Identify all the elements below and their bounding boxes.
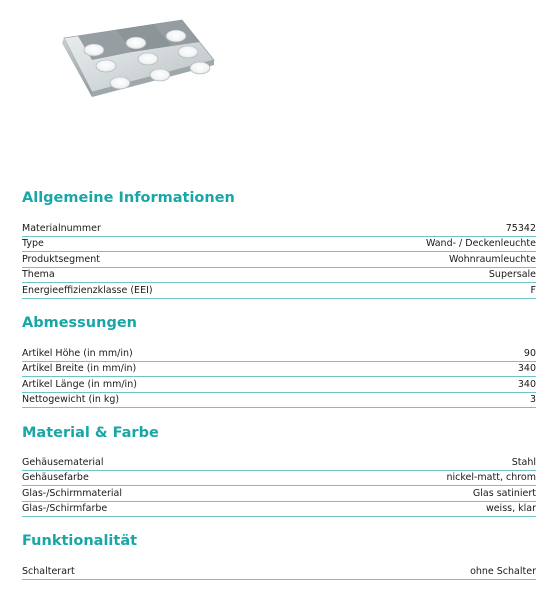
spec-value: ohne Schalter bbox=[470, 565, 536, 577]
spec-row-gehaeusefarbe bbox=[22, 471, 536, 487]
spec-row-breite bbox=[22, 362, 536, 378]
spec-label: Gehäusematerial bbox=[22, 456, 104, 468]
spec-row-glasfarbe bbox=[22, 502, 536, 518]
spec-value: Supersale bbox=[488, 269, 536, 280]
spec-value: 90 bbox=[523, 347, 536, 359]
spec-label: Thema bbox=[22, 269, 55, 280]
spec-label: Glas-/Schirmmaterial bbox=[22, 487, 122, 499]
spec-value: 340 bbox=[517, 378, 536, 390]
spec-value: 3 bbox=[529, 394, 536, 405]
spec-label: Artikel Länge (in mm/in) bbox=[22, 378, 137, 390]
section-title: Abmessungen bbox=[22, 315, 137, 331]
product-image bbox=[36, 8, 218, 118]
spec-row-nettogewicht bbox=[22, 393, 536, 409]
spec-label: Materialnummer bbox=[22, 222, 101, 234]
spec-label: Energieeffizienzklasse (EEI) bbox=[22, 284, 153, 296]
section-general-info bbox=[22, 188, 536, 296]
spec-label: Nettogewicht (in kg) bbox=[22, 394, 120, 405]
spec-row-glasmaterial bbox=[22, 486, 536, 502]
spec-table bbox=[22, 564, 536, 580]
spec-value: F bbox=[530, 284, 536, 296]
spec-value: 340 bbox=[517, 363, 536, 374]
section-title: Allgemeine Informationen bbox=[22, 190, 235, 206]
spec-label: Glas-/Schirmfarbe bbox=[22, 503, 108, 514]
section-title: Material & Farbe bbox=[22, 425, 159, 441]
spec-table bbox=[22, 346, 536, 408]
section-dimensions bbox=[22, 313, 536, 405]
spec-label: Artikel Breite (in mm/in) bbox=[22, 363, 137, 374]
spec-row-thema bbox=[22, 268, 536, 284]
section-functionality bbox=[22, 531, 536, 577]
spec-value: 75342 bbox=[505, 222, 536, 234]
spec-row-schalterart bbox=[22, 564, 536, 580]
spec-value: weiss, klar bbox=[485, 503, 536, 514]
spec-value: Wand- / Deckenleuchte bbox=[425, 238, 536, 249]
spec-label: Schalterart bbox=[22, 565, 75, 577]
spec-value: nickel-matt, chrom bbox=[446, 472, 536, 483]
spec-table bbox=[22, 455, 536, 517]
spec-label: Type bbox=[22, 238, 44, 249]
spec-value: Stahl bbox=[511, 456, 536, 468]
spec-row-materialnummer bbox=[22, 221, 536, 237]
spec-label: Gehäusefarbe bbox=[22, 472, 89, 483]
spec-row-gehaeusematerial bbox=[22, 455, 536, 471]
spec-row-hoehe bbox=[22, 346, 536, 362]
section-material-color bbox=[22, 423, 536, 514]
spec-value: Wohnraumleuchte bbox=[448, 253, 536, 265]
spec-row-laenge bbox=[22, 377, 536, 393]
spec-label: Artikel Höhe (in mm/in) bbox=[22, 347, 133, 359]
spec-table bbox=[22, 221, 536, 299]
spec-label: Produktsegment bbox=[22, 253, 101, 265]
spec-value: Glas satiniert bbox=[472, 487, 536, 499]
section-title: Funktionalität bbox=[22, 533, 138, 549]
spec-row-energieeffizienzklasse bbox=[22, 283, 536, 299]
spec-row-produktsegment bbox=[22, 252, 536, 268]
spec-row-type bbox=[22, 237, 536, 253]
